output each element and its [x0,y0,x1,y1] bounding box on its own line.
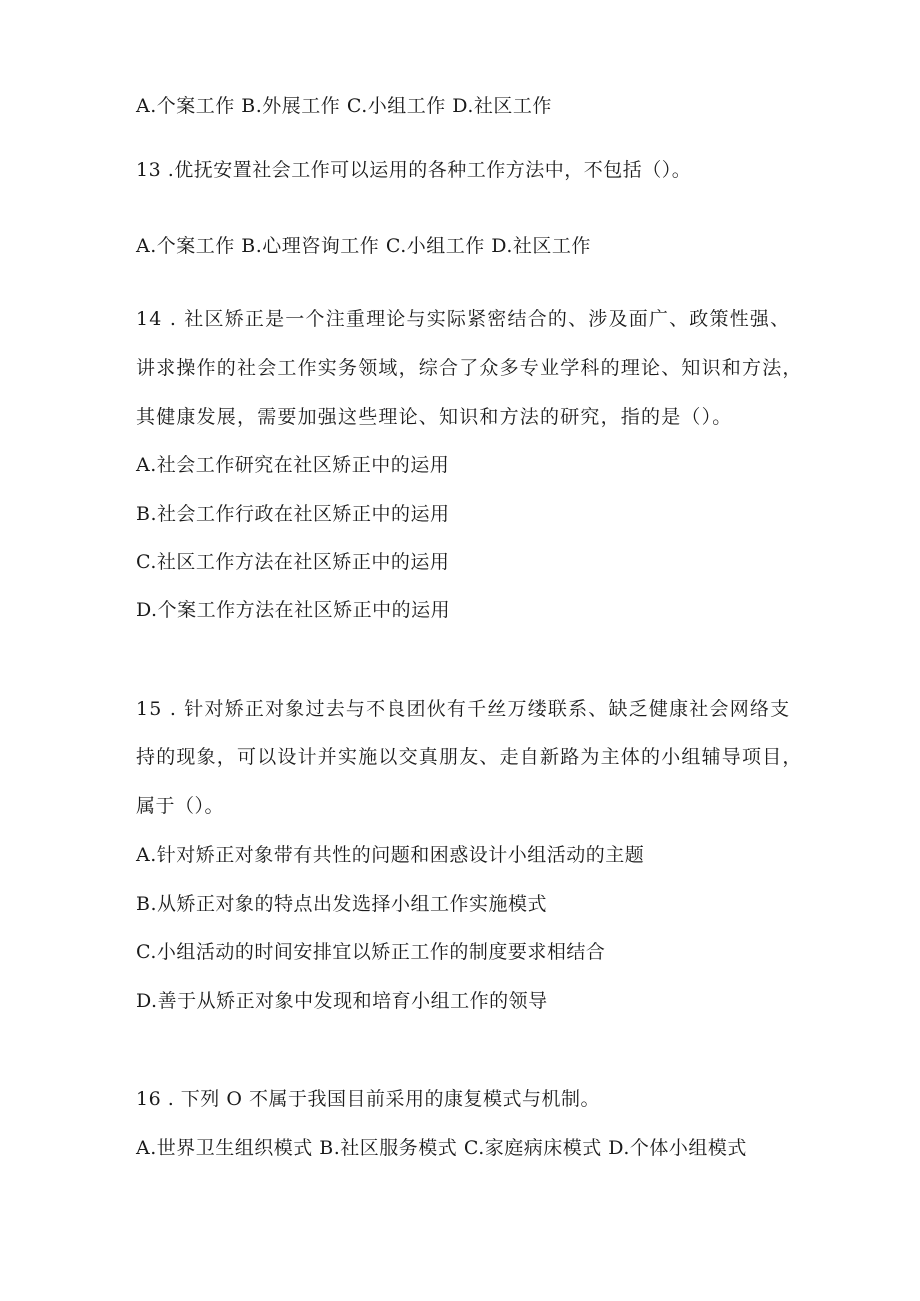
q15-option-c: C.小组活动的时间安排宜以矫正工作的制度要求相结合 [136,941,606,963]
q14-option-a: A.社会工作研究在社区矫正中的运用 [136,454,450,476]
q13-options: A.个案工作 B.心理咨询工作 C.小组工作 D.社区工作 [136,235,591,257]
q13-stem: 13 .优抚安置社会工作可以运用的各种工作方法中，不包括（）。 [136,159,692,181]
q15-option-b: B.从矫正对象的特点出发选择小组工作实施模式 [136,893,548,915]
q15-stem-line-1: 15 . 针对矫正对象过去与不良团伙有千丝万缕联系、缺乏健康社会网络支 [136,698,791,720]
q14-option-c: C.社区工作方法在社区矫正中的运用 [136,551,450,573]
q14-option-d: D.个案工作方法在社区矫正中的运用 [136,599,451,621]
q12-options: A.个案工作 B.外展工作 C.小组工作 D.社区工作 [136,95,552,117]
q15-stem-line-2: 持的现象，可以设计并实施以交真朋友、走自新路为主体的小组辅导项目， [136,746,803,768]
q15-option-a: A.针对矫正对象带有共性的问题和困惑设计小组活动的主题 [136,844,645,866]
q14-stem-line-2: 讲求操作的社会工作实务领域，综合了众多专业学科的理论、知识和方法， [136,357,803,379]
q16-stem: 16 . 下列 O 不属于我国目前采用的康复模式与机制。 [136,1088,600,1110]
q14-stem-line-1: 14 . 社区矫正是一个注重理论与实际紧密结合的、涉及面广、政策性强、 [136,308,791,330]
q15-stem-line-3: 属于（）。 [136,795,225,817]
q15-option-d: D.善于从矫正对象中发现和培育小组工作的领导 [136,990,548,1012]
q14-stem-line-3: 其健康发展，需要加强这些理论、知识和方法的研究，指的是（）。 [136,406,733,428]
q14-option-b: B.社会工作行政在社区矫正中的运用 [136,503,450,525]
q16-options: A.世界卫生组织模式 B.社区服务模式 C.家庭病床模式 D.个体小组模式 [136,1137,747,1159]
